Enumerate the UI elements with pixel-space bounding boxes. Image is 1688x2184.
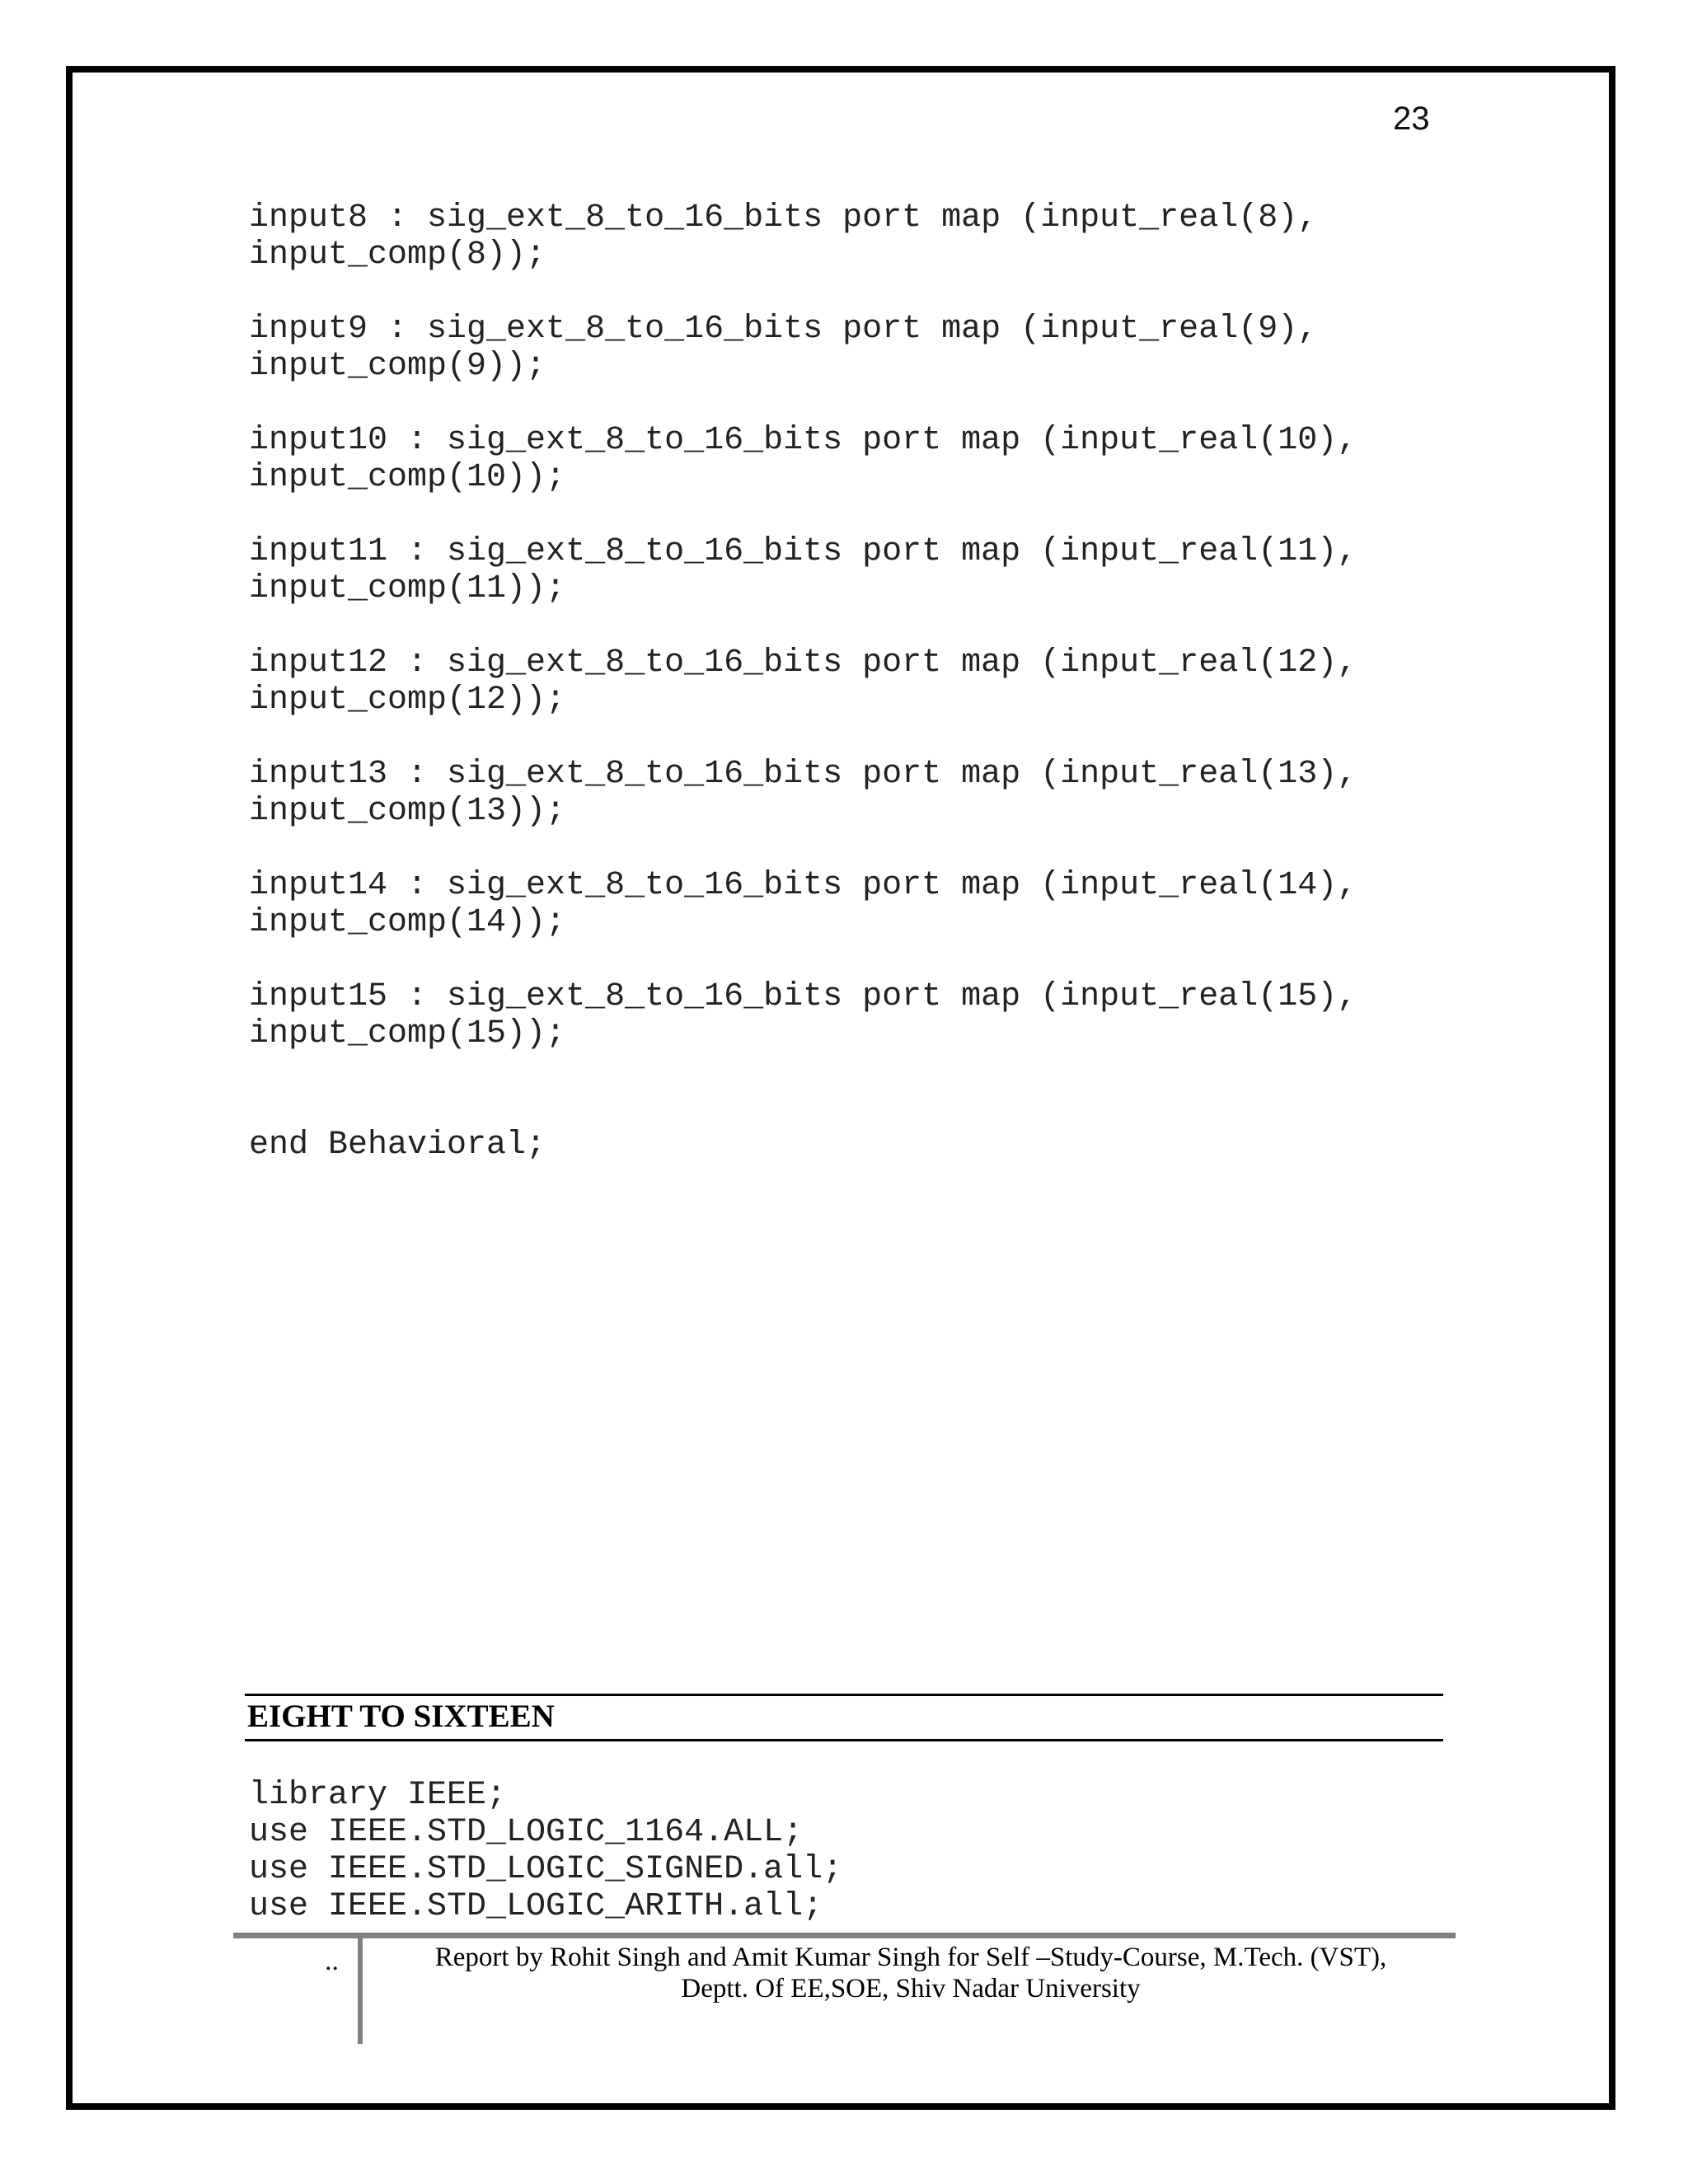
heading-rule-bottom xyxy=(245,1739,1443,1741)
page-number: 23 xyxy=(1393,101,1430,137)
code-block-library: library IEEE; use IEEE.STD_LOGIC_1164.ALL; use IEEE.STD_LOGIC_SIGNED.all; use IEEE.STD_LOGIC_ARITH.all; xyxy=(249,1777,843,1925)
footer-text xyxy=(379,1942,1442,2004)
footer-rule xyxy=(233,1933,1456,1938)
footer-line-2: Deptt. Of EE,SOE, Shiv Nadar University xyxy=(681,1974,1141,2004)
footer-divider xyxy=(358,1937,363,2044)
footer-mark: .. xyxy=(325,1946,339,1976)
footer-line-1: Report by Rohit Singh and Amit Kumar Singh for Self –Study-Course, M.Tech. (VST), xyxy=(434,1943,1387,1972)
code-block-port-maps: input8 : sig_ext_8_to_16_bits port map (input_real(8), input_comp(8)); input9 : sig_ext_8_to_16_bits port map (input_real(9), input_comp(9)); input10 : sig_ext_8_to_16_bits port map (input_real(10), input_comp(10)); input11 : sig_ext_8_to_16_bits port map (input_real(11), input_comp(11)); input12 : sig_ext_8_to_16_bits port map (input_real(12), input_comp(12)); input13 : sig_ext_8_to_16_bits port map (input_real(13), input_comp(13)); input14 : sig_ext_8_to_16_bits port map (input_real(14), input_comp(14)); input15 : sig_ext_8_to_16_bits port map (input_real(15), input_comp(15)); end Behavioral; xyxy=(249,199,1357,1164)
section-heading: EIGHT TO SIXTEEN xyxy=(247,1699,555,1734)
